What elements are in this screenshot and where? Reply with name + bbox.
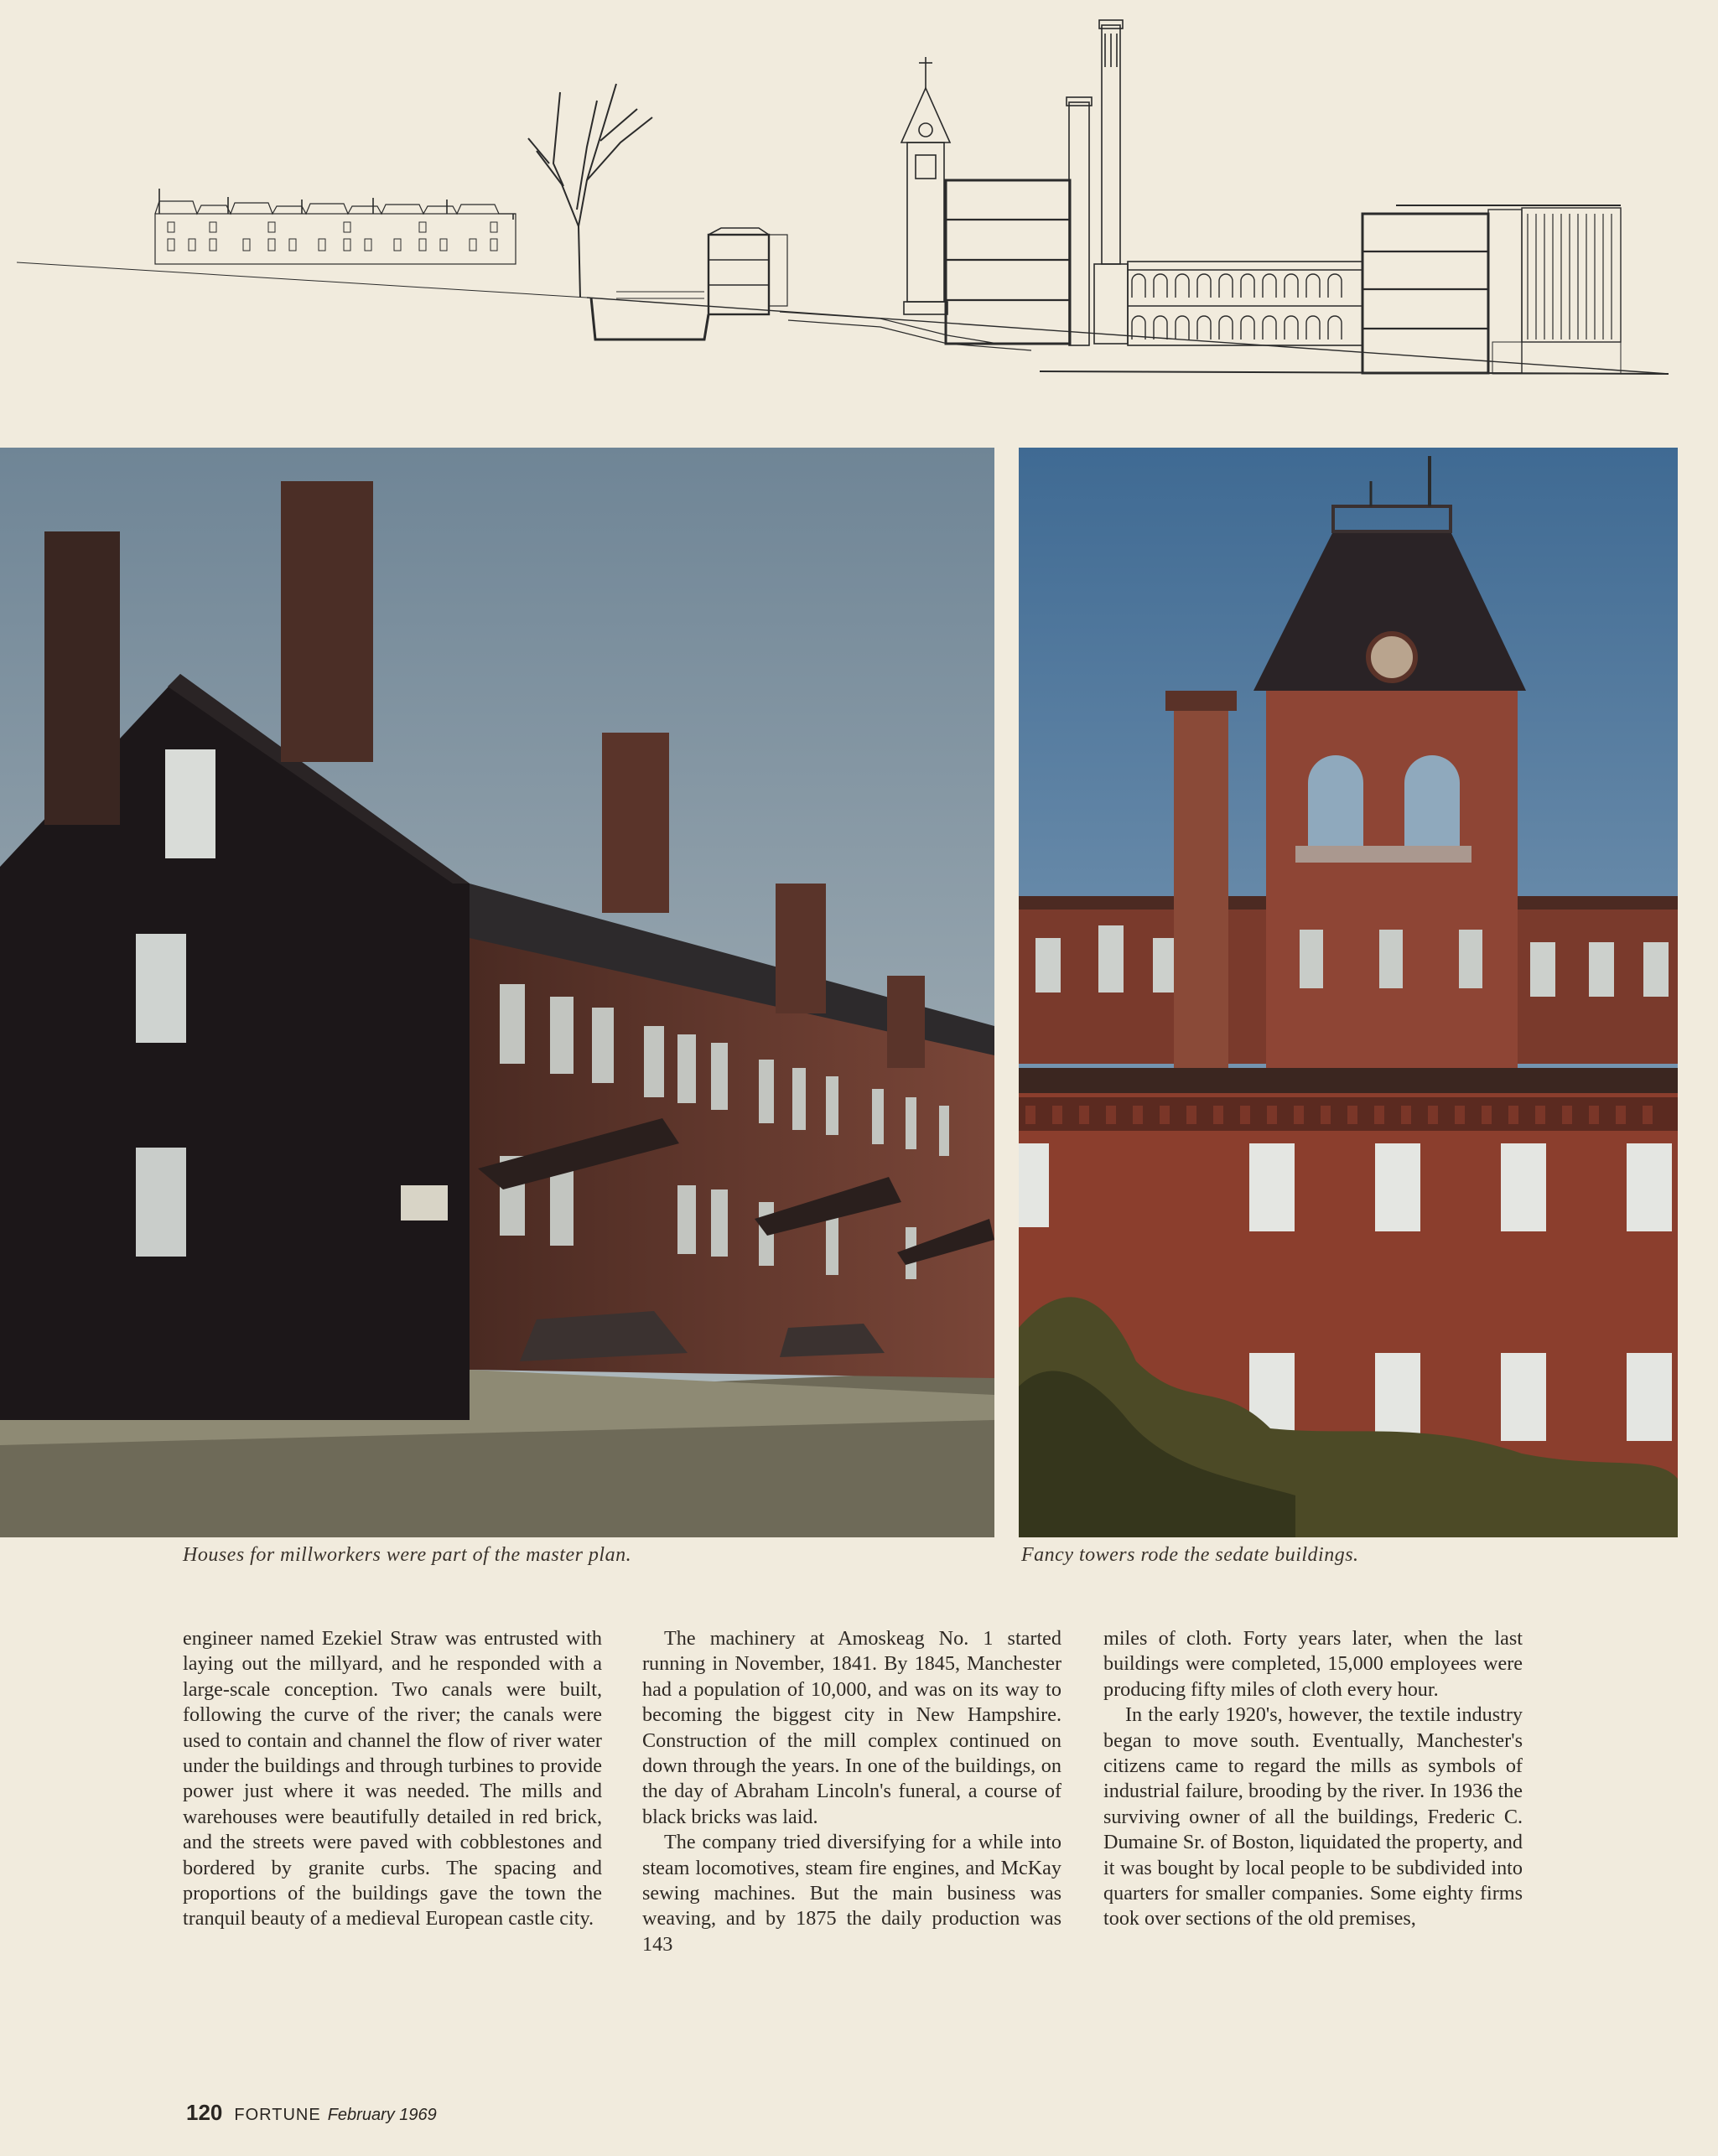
large-mill-block-drawing [946,180,1070,344]
column-3-paragraph-1: miles of cloth. Forty years later, when the last buildings were completed, 15,000 employees were producing fifty miles of cloth every hour. [1103,1627,1523,1701]
magazine-name: FORTUNE [234,2106,321,2124]
article-column-1 [183,1626,602,1932]
long-arched-mill-drawing [1128,262,1362,345]
article-column-2 [642,1626,1061,1957]
right-mill-blocks-drawing [1362,205,1621,374]
column-2-paragraph-2: The company tried diversifying for a while into steam locomotives, steam fire engines, and McKay sewing machines. But the main business was weaving, and by 1875 the daily production was 143 [642,1831,1061,1956]
caption-houses: Houses for millworkers were part of the master plan. [183,1544,632,1566]
caption-tower: Fancy towers rode the sedate buildings. [1021,1544,1359,1566]
row-houses-drawing [155,189,516,264]
column-1-paragraph-1: engineer named Ezekiel Straw was entrusted with laying out the millyard, and he responded with a large-scale conception. Two canals were built, following the curve of the river; the canals were used to contain and channel the flow of river water under the buildings and through turbines to provide power just where it was needed. The mills and warehouses were beautifully detailed in red brick, and the streets were paved with cobblestones and bordered by granite curbs. The spacing and proportions of the buildings gave the town the tranquil beauty of a medieval European castle city. [183,1627,602,1931]
small-mill-drawing [708,228,787,314]
mill-tower-photo [1019,448,1678,1537]
page-number: 120 [186,2100,223,2125]
issue-date: February 1969 [327,2106,437,2124]
chimneys-drawing [1067,20,1128,345]
millworker-houses-photo [0,448,994,1537]
column-2-paragraph-1: The machinery at Amoskeag No. 1 started running in November, 1841. By 1845, Manchester had a population of 10,000, and was on its way to becoming the biggest city in New Hampshire. Construction of the mill complex continued on down through the years. In one of the buildings, on the day of Abraham Lincoln's funeral, a course of black bricks was laid. [642,1627,1061,1828]
column-3-paragraph-2: In the early 1920's, however, the textile industry began to move south. Eventually, Manchester's citizens came to regard the mills as symbols of industrial failure, brooding by the river. In 1936 the surviving owner of all the buildings, Frederic C. Dumaine Sr. of Boston, liquidated the property, and it was bought by local people to be subdivided into quarters for smaller companies. Some eighty firms took over sections of the old premises, [1103,1703,1523,1931]
mill-elevation-drawing [0,0,1718,402]
clock-tower-drawing [901,57,950,314]
page-footer [186,2100,437,2126]
tree-drawing [528,84,652,298]
article-column-3 [1103,1626,1523,1932]
